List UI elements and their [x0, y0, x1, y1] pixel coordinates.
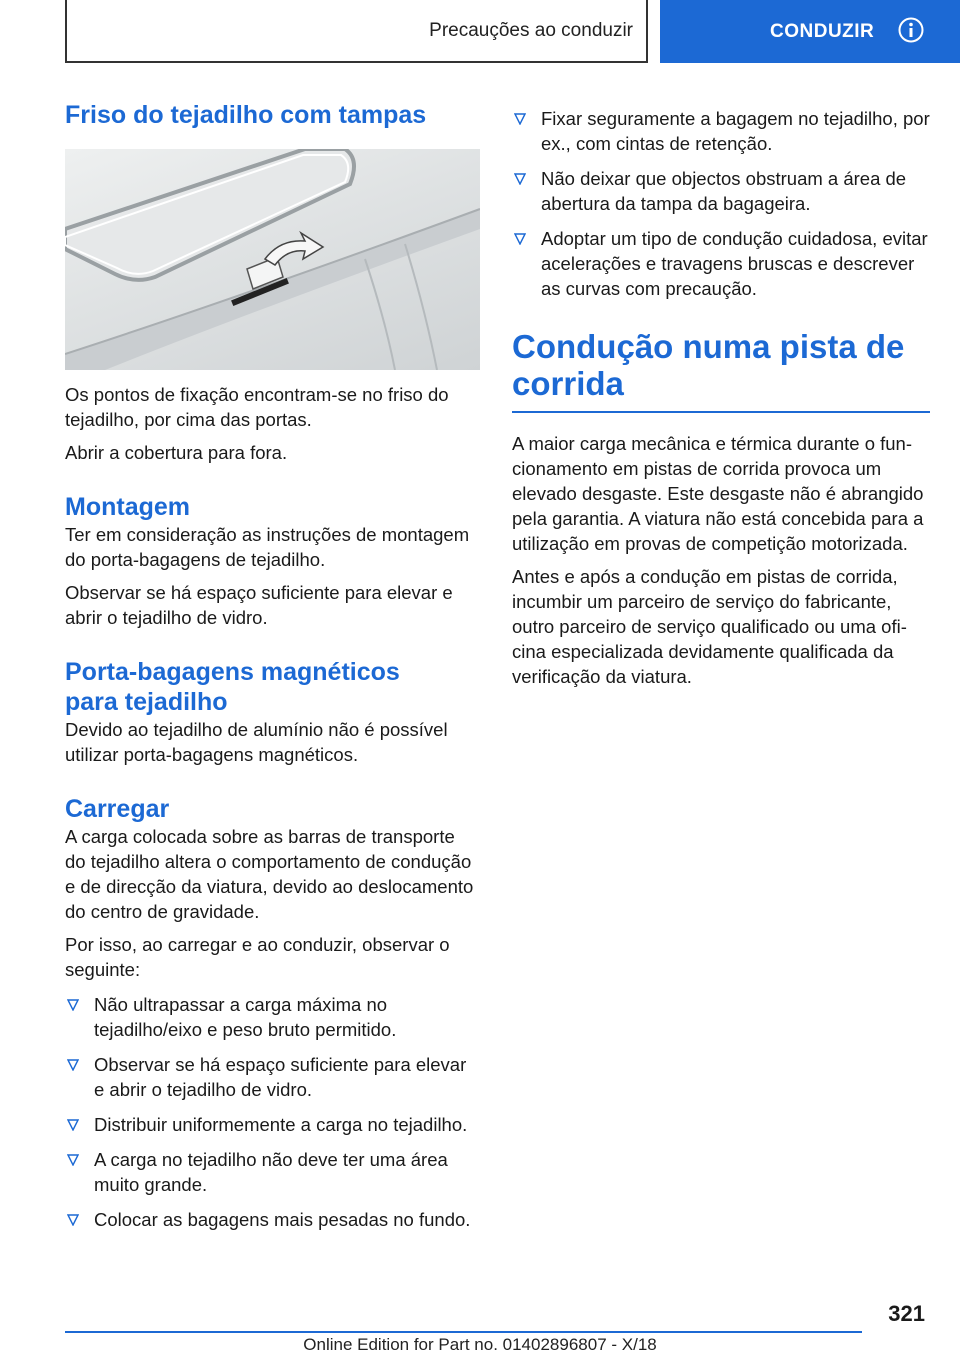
left-column	[65, 100, 480, 1232]
triangle-bullet-icon	[514, 113, 526, 125]
list-item: Observar se há espaço suficiente para elevar e abrir o tejadilho de vidro.	[65, 1052, 480, 1102]
list-item: Adoptar um tipo de condução cuidadosa, evitar acelerações e travagens bruscas e descrever as curvas com precaução.	[512, 226, 930, 301]
paragraph-mounting-instructions: Ter em consideração as instruções de montagem do porta-bagagens de tejadilho.	[65, 524, 470, 570]
heading-magnetic-racks-line1: Porta-bagagens magnéticos	[65, 658, 400, 686]
list-item: Não ultrapassar a carga máxima no tejadilho/eixo e peso bruto permitido.	[65, 992, 480, 1042]
list-item: A carga no tejadilho não deve ter uma área muito grande.	[65, 1147, 480, 1197]
paragraph-space-check: Observar se há espaço suficiente para elevar e abrir o tejadilho de vidro.	[65, 582, 453, 628]
info-icon[interactable]	[898, 17, 924, 43]
list-item: Colocar as bagagens mais pesadas no fundo.	[65, 1207, 480, 1232]
paragraph-race-track-inspection: Antes e após a condução em pistas de corrida, incumbir um parceiro de serviço do fabricante, outro parceiro de serviço qualificado ou uma oficina especializada devidamente qualificada da verificação da viatura.	[512, 565, 907, 687]
footer-divider	[65, 1331, 862, 1333]
roof-illustration-drawing	[65, 149, 480, 370]
heading-underline	[512, 411, 930, 413]
paragraph-load-behaviour: A carga colocada sobre as barras de transporte do tejadilho altera o comportamento de condução e de direcção da viatura, devido ao deslocamento do centro de gravidade.	[65, 826, 474, 922]
loading-checklist-continued	[512, 106, 930, 301]
heading-mounting: Montagem	[65, 493, 190, 521]
triangle-bullet-icon	[514, 233, 526, 245]
page-number: 321	[888, 1301, 925, 1326]
footer-edition-text: Online Edition for Part no. 01402896807 - X/18	[303, 1335, 657, 1354]
list-item: Distribuir uniformemente a carga no tejadilho.	[65, 1112, 480, 1137]
paragraph-fixing-points: Os pontos de fixação encontram-se no friso do tejadilho, por cima das portas.	[65, 384, 449, 430]
paragraph-observe-following: Por isso, ao carregar e ao conduzir, observar o seguinte:	[65, 934, 450, 980]
heading-race-track-line2: corrida	[512, 365, 624, 402]
list-item: Não deixar que objectos obstruam a área de abertura da tampa da bagageira.	[512, 166, 930, 216]
paragraph-open-cover: Abrir a cobertura para fora.	[65, 442, 288, 463]
heading-loading: Carregar	[65, 795, 170, 823]
triangle-bullet-icon	[67, 1214, 79, 1226]
list-item: Fixar seguramente a bagagem no tejadilho, por ex., com cintas de retenção.	[512, 106, 930, 156]
right-column	[512, 106, 930, 689]
triangle-bullet-icon	[67, 999, 79, 1011]
header-section-tab[interactable]	[65, 0, 648, 63]
loading-checklist	[65, 992, 480, 1232]
paragraph-race-track-wear: A maior carga mecânica e térmica durante o funcionamento em pistas de corrida provoca um elevado desgaste. Este desgaste não é abrangido pela garantia. A viatura não está concebida para a utilização em provas de competição motorizada.	[512, 432, 924, 554]
header-chapter-tab[interactable]	[660, 0, 960, 63]
paragraph-aluminium-roof: Devido ao tejadilho de alumínio não é possível utilizar porta-bagagens magnéticos.	[65, 719, 448, 765]
triangle-bullet-icon	[67, 1059, 79, 1071]
triangle-bullet-icon	[514, 173, 526, 185]
triangle-bullet-icon	[67, 1154, 79, 1166]
heading-race-track-line1: Condução numa pista de	[512, 328, 905, 365]
heading-magnetic-racks-line2: para tejadilho	[65, 688, 228, 716]
heading-roof-rail-covers: Friso do tejadilho com tampas	[65, 101, 427, 129]
triangle-bullet-icon	[67, 1119, 79, 1131]
header-section-title: Precauções ao conduzir	[429, 19, 633, 41]
header-chapter-title: CONDUZIR	[770, 20, 875, 42]
roof-rail-cover-illustration	[65, 149, 480, 370]
